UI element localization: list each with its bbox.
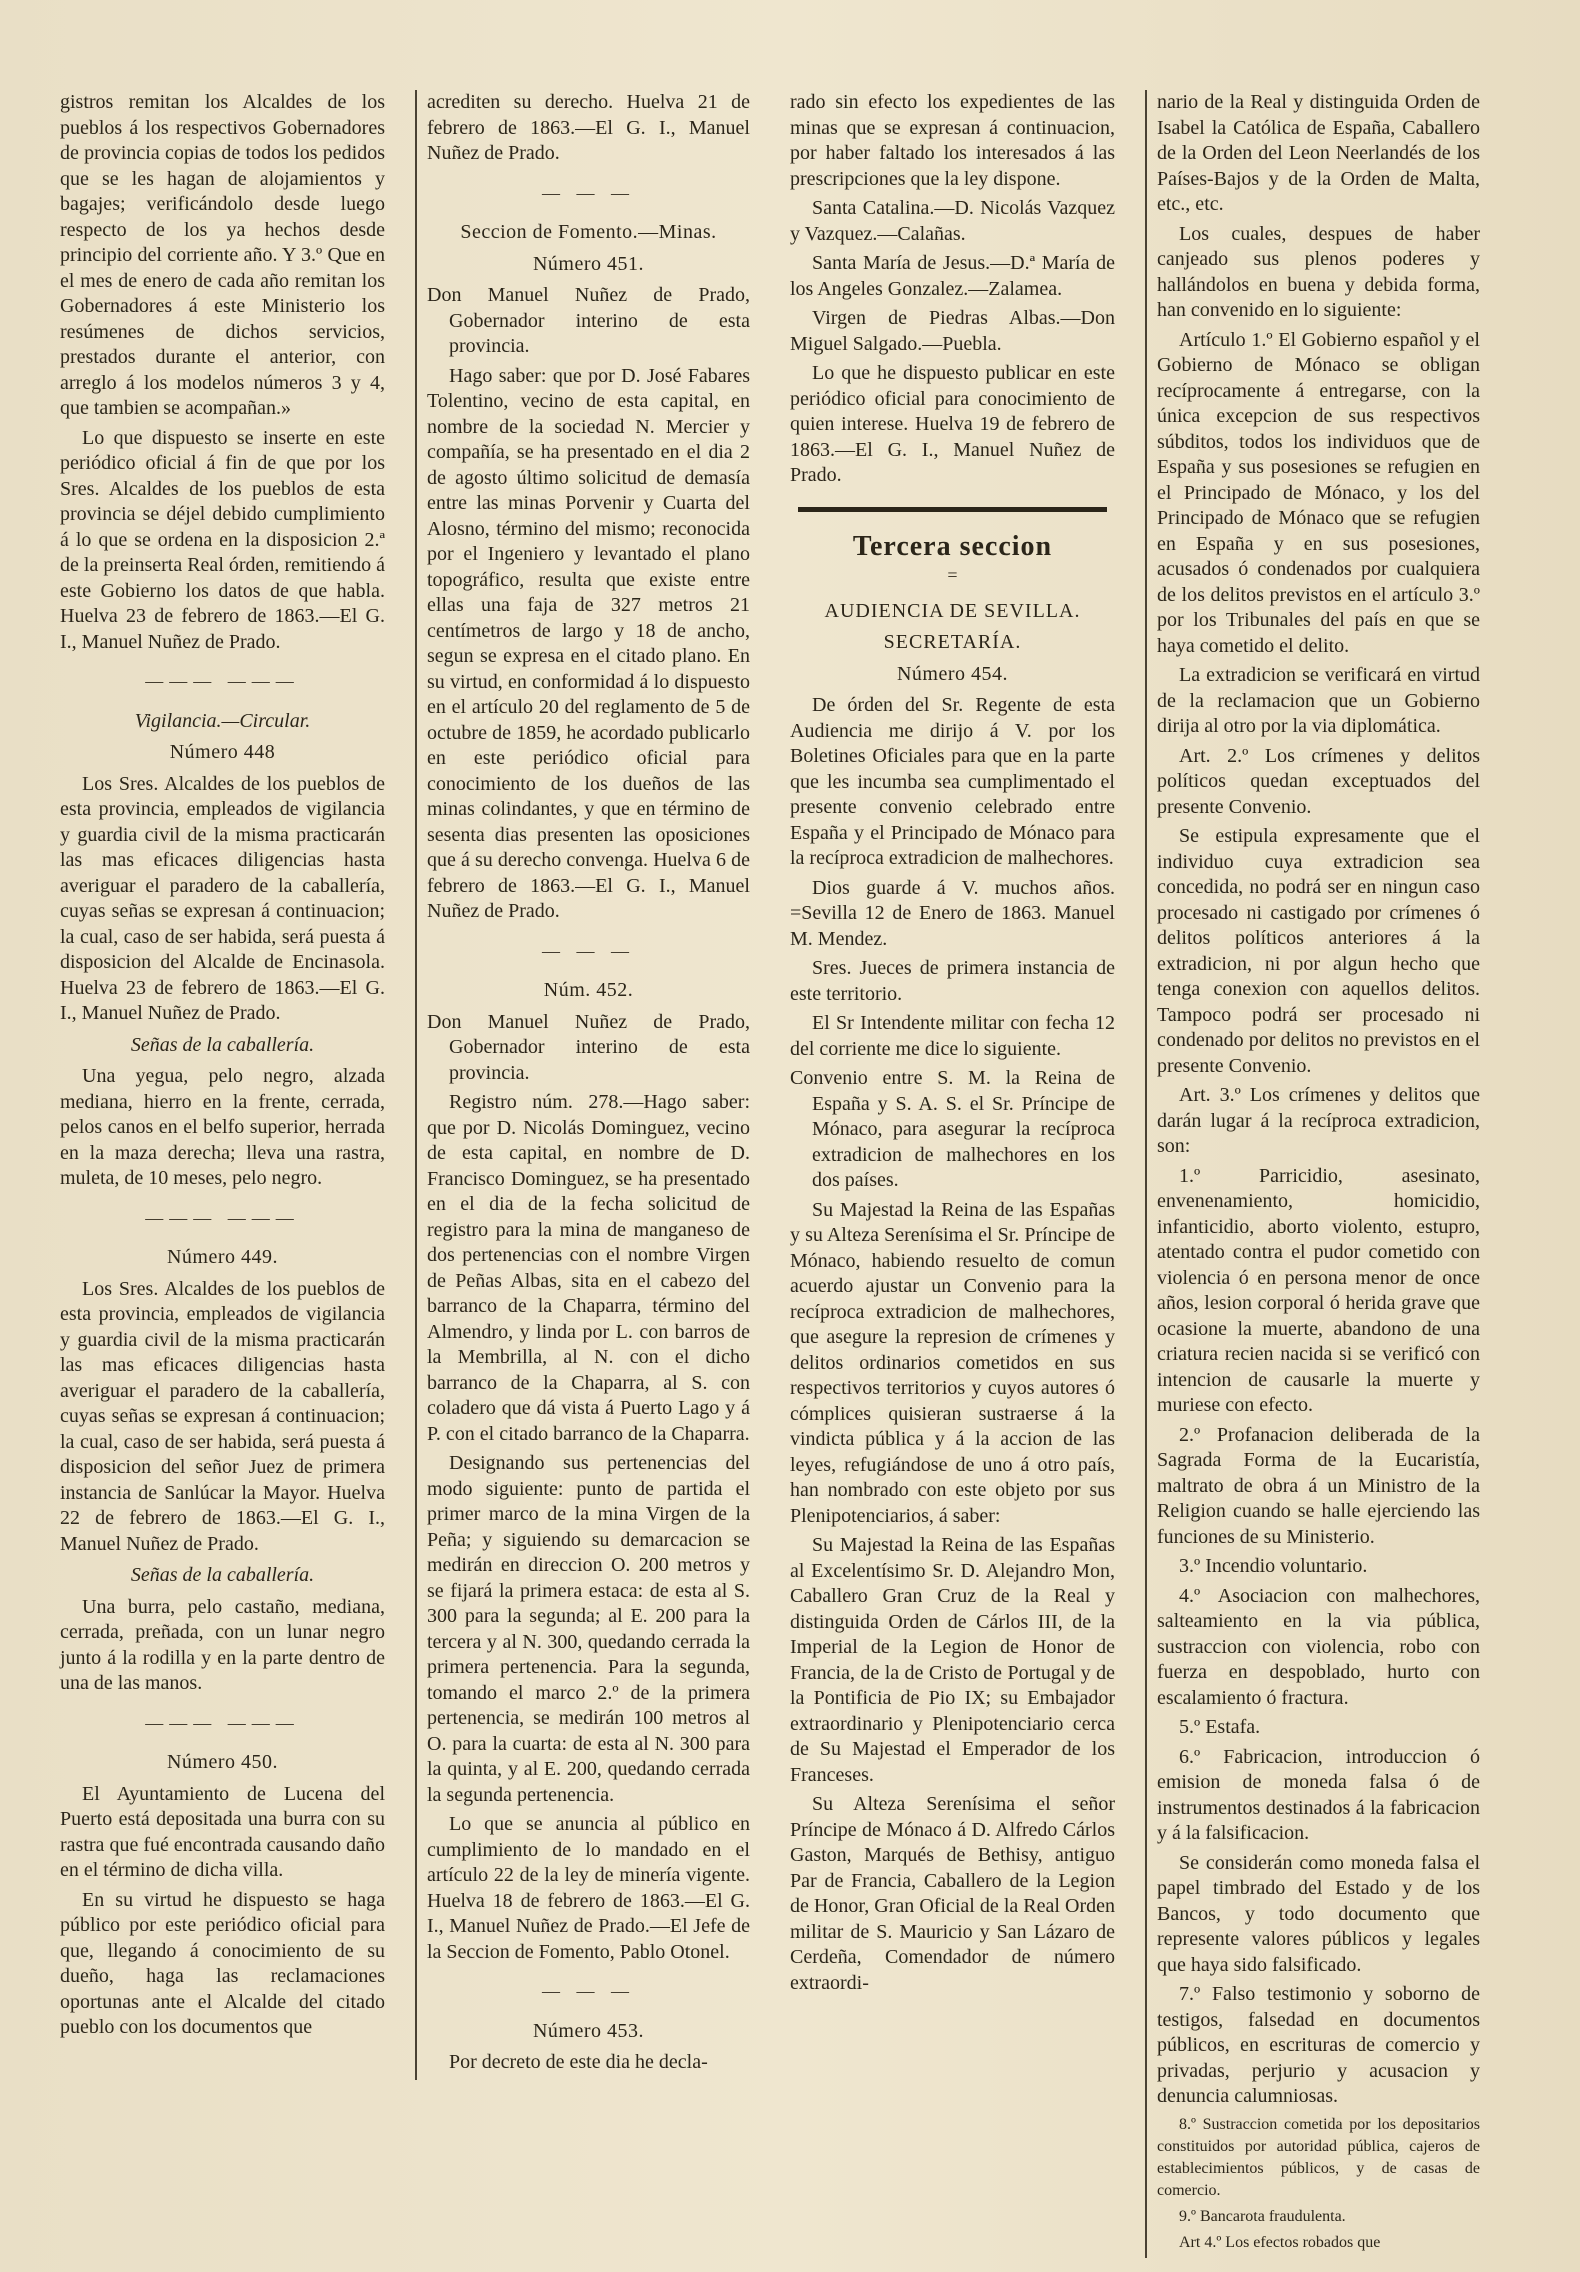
italic-heading: Señas de la caballería. <box>130 1564 315 1586</box>
paragraph: gistros remitan los Alcaldes de los pueblos á los respectivos Gobernadores de provincia copias de todos los pedidos que se les hagan de alojamientos y bagajes; verificándolo desde luego respecto de los ya hechos desde principio del corriente año. Y 3.º Que en el mes de enero de cada año remitan los Gobernadores á este Ministerio los resúmenes de dichos servicios, prestados durante el anterior, con arreglo á los modelos números 3 y 4, que tambien se acompañan.» <box>60 91 385 419</box>
paragraph-hanging: Don Manuel Nuñez de Prado, Gobernador interino de esta provincia. <box>427 284 750 357</box>
paragraph-hanging: Don Manuel Nuñez de Prado, Gobernador interino de esta provincia. <box>427 1010 750 1084</box>
section-number-heading: Número 448 <box>169 741 276 763</box>
section-number-heading: Número 453. <box>532 2019 645 2042</box>
column-2 <box>415 90 760 2080</box>
paragraph: 7.º Falso testimonio y soborno de testigos, falsedad en documentos públicos, en escrituras de comercio y privadas, perjurio y acusacion y denuncia calumniosas. <box>1157 1983 1480 2107</box>
paragraph: Su Alteza Serenísima el señor Príncipe de Mónaco á D. Alfredo Cárlos Gaston, Marqués de Bethisy, antiguo Par de Francia, Caballero de la Legion de Honor, Gran Oficial de la Real Orden militar de S. Mauricio y San Lázaro de Cerdeña, Comendador de número extraordi- <box>790 1793 1115 1994</box>
paragraph: Hago saber: que por D. José Fabares Tolentino, vecino de esta capital, en nombre de la sociedad N. Mercier y compañía, se ha presentado en el dia 2 de agosto último solicitud de demasía entre las minas Porvenir y Cuarta del Alosno, término del mismo; reconocida por el Ingeniero y levantado el plano topográfico, resulta que existe entre ellas una faja de 327 metros 21 centímetros de largo y 18 de ancho, segun se expresa en el citado plano. En su virtud, en conformidad á lo dispuesto en el artículo 20 del reglamento de 5 de octubre de 1859, he acordado publicarlo en este periódico oficial para conocimiento de los dueños de las minas colindantes, y que en término de sesenta dias presenten las oposiciones que á su derecho convenga. Huelva 6 de febrero de 1863.—El G. I., Manuel Nuñez de Prado. <box>427 364 750 922</box>
paragraph: Lo que he dispuesto publicar en este periódico oficial para conocimiento de quien interese. Huelva 19 de febrero de 1863.—El G. I., Manuel Nuñez de Prado. <box>790 362 1115 486</box>
separator: ——— ——— <box>145 671 300 691</box>
paragraph: 2.º Profanacion deliberada de la Sagrada Forma de la Eucaristía, maltrato de obra á un Ministro de la Religion cuando se halle ejerciendo las funciones de su Ministerio. <box>1157 1423 1480 1548</box>
paragraph: 6.º Fabricacion, introduccion ó emision de moneda falsa ó de instrumentos destinados á la fabricacion y á la falsificacion. <box>1157 1745 1480 1844</box>
paragraph: Designando sus pertenencias del modo siguiente: punto de partida el primer marco de la mina Virgen de la Peña; y siguiendo su demarcacion se medirán en direccion O. 200 metros y se fijará la primera estaca: de esta al S. 300 para la segunda; al E. 200 para la tercera y al N. 300, quedando cerrada la primera pertenencia. Para la segunda, tomando el marco 2.º de la primera pertenencia, se medirán 100 metros al O. para la cuarta: de esta al N. 300 para la quinta, y al E. 200, quedando cerrada la segunda pertenencia. <box>427 1452 750 1806</box>
paragraph: 5.º Estafa. <box>1179 1716 1261 1738</box>
section-number-heading: Número 450. <box>166 1751 279 1773</box>
paragraph: Se estipula expresamente que el individuo cuya extradicion sea concedida, no podrá ser en ningun caso procesado ni castigado por crímenes ó delitos políticos anteriores á la extradicion, ni por algun hecho que tenga conexion con aquellos delitos. Tampoco podrá ser procesado ni condenado por delitos no previstos en el presente Convenio. <box>1157 825 1480 1077</box>
paragraph: nario de la Real y distinguida Orden de Isabel la Católica de España, Caballero de la Orden del Leon Neerlandés de los Países-Bajos y de la Orden de Malta, etc., etc. <box>1157 91 1480 215</box>
italic-heading: Vigilancia.—Circular. <box>134 709 311 732</box>
paragraph: De órden del Sr. Regente de esta Audiencia me dirijo á V. por los Boletines Oficiales para que en la parte que les incumba sea cumplimentado el presente convenio celebrado entre España y el Principado de Mónaco para la recíproca extradicion de malhechores. <box>790 694 1115 869</box>
paragraph: Por decreto de este dia he decla- <box>449 2051 708 2073</box>
separator: — — — <box>542 182 635 203</box>
paragraph: Santa Catalina.—D. Nicolás Vazquez y Vazquez.—Calañas. <box>790 197 1115 245</box>
double-rule: = <box>947 565 958 585</box>
caps-heading: AUDIENCIA DE SEVILLA. <box>824 599 1081 622</box>
paragraph: Los Sres. Alcaldes de los pueblos de esta provincia, empleados de vigilancia y guardia civil de la misma practicarán las mas eficaces diligencias hasta averiguar el paradero de la caballería, cuyas señas se expresan á continuacion; la cual, caso de ser habida, será puesta á disposicion del Alcalde de Encinasola. Huelva 23 de febrero de 1863.—El G. I., Manuel Nuñez de Prado. <box>60 772 385 1024</box>
separator: — — — <box>542 940 635 961</box>
italic-heading: Señas de la caballería. <box>130 1033 315 1056</box>
paragraph: El Ayuntamiento de Lucena del Puerto está depositada una burra con su rastra que fué encontrada causando daño en el término de dicha villa. <box>60 1782 385 1881</box>
paragraph: Se considerán como moneda falsa el papel timbrado del Estado y de los Bancos, y todo documento que represente valores públicos y legales que haya sido falsificado. <box>1157 1851 1480 1976</box>
paragraph: 1.º Parricidio, asesinato, envenenamiento, homicidio, infanticidio, aborto violento, estupro, atentado contra el pudor cometido con violencia ó en persona menor de once años, lesion corporal ó herida grave que ocasione la muerte, abandono de una criatura recien nacida si se verificó con intencion de causarle la muerte y muriese con efecto. <box>1157 1164 1480 1416</box>
paragraph: Virgen de Piedras Albas.—Don Miguel Salgado.—Puebla. <box>790 307 1115 355</box>
section-number-heading: Número 451. <box>532 252 645 275</box>
paragraph: En su virtud he dispuesto se haga público por este periódico oficial para que, llegando á conocimiento de su dueño, haga las reclamaciones oportunas ante el Alcalde del citado pueblo con los documentos que <box>60 1888 385 2038</box>
paragraph: Una yegua, pelo negro, alzada mediana, hierro en la frente, cerrada, pelos canos en el belfo superior, herrada en la maza derecha; lleva una rastra, muleta, de 10 meses, pelo negro. <box>60 1065 385 1189</box>
section-number-heading: Número 454. <box>896 662 1009 685</box>
separator: — — — <box>542 1981 635 2001</box>
paragraph: El Sr Intendente militar con fecha 12 del corriente me dice lo siguiente. <box>790 1012 1115 1060</box>
paragraph-small: 9.º Bancarota fraudulenta. <box>1179 2207 1346 2225</box>
paragraph: Artículo 1.º El Gobierno español y el Gobierno de Mónaco se obligan recíprocamente á entregarse, con la única excepcion de sus respectivos súbditos, todos los individuos que de España y sus posesiones se refugien en el Principado de Mónaco, y los del Principado de Mónaco que se refugien en España y en sus posesiones, acusados ó condenados por cualquiera de los delitos previstos en el artículo 3.º por los Tribunales del país en que se haya cometido el delito. <box>1157 328 1480 657</box>
section-title: Tercera seccion <box>852 530 1053 562</box>
paragraph: rado sin efecto los expedientes de las minas que se expresan á continuacion, por haber faltado los interesados á las prescripciones que la ley dispone. <box>790 91 1115 190</box>
paragraph-hanging: Convenio entre S. M. la Reina de España y S. A. S. el Sr. Príncipe de Mónaco, para asegurar la recíproca extradicion de malhechores en los dos países. <box>790 1067 1115 1191</box>
separator: ——— ——— <box>145 1207 300 1228</box>
paragraph: Sres. Jueces de primera instancia de este territorio. <box>790 957 1115 1005</box>
paragraph: La extradicion se verificará en virtud de la reclamacion que un Gobierno dirija al otro por la via diplomática. <box>1157 664 1480 737</box>
paragraph: Lo que se anuncia al público en cumplimiento de lo mandado en el artículo 22 de la ley de minería vigente. Huelva 18 de febrero de 1863.—El G. I., Manuel Nuñez de Prado.—El Jefe de la Seccion de Fomento, Pablo Otonel. <box>427 1813 750 1963</box>
paragraph-small: Art 4.º Los efectos robados que <box>1179 2233 1381 2251</box>
column-1 <box>50 90 395 2045</box>
section-number-heading: Núm. 452. <box>543 979 634 1001</box>
column-4 <box>1145 90 1490 2258</box>
paragraph: 4.º Asociacion con malhechores, salteamiento en la via pública, sustraccion con violencia, robo con fuerza en despoblado, hurto con escalamiento ó fractura. <box>1157 1584 1480 1709</box>
paragraph: Su Majestad la Reina de las Españas y su Alteza Serenísima el Sr. Príncipe de Mónaco, habiendo resuelto de comun acuerdo ajustar un Convenio para la recíproca extradicion de malhechores, que asegure la represion de crímenes y delitos ordinarios cometidos en sus respectivos territorios y cuyos autores ó cómplices quisieran sustraerse á la vindicta pública y á la accion de las leyes, refugiándose de uno á otro país, han nombrado con este objeto por sus Plenipotenciarios, á saber: <box>790 1198 1115 1527</box>
section-number-heading: Seccion de Fomento.—Minas. <box>460 221 717 243</box>
paragraph: 3.º Incendio voluntario. <box>1179 1555 1368 1577</box>
paragraph: acrediten su derecho. Huelva 21 de febrero de 1863.—El G. I., Manuel Nuñez de Prado. <box>427 91 750 164</box>
paragraph: Los Sres. Alcaldes de los pueblos de esta provincia, empleados de vigilancia y guardia civil de la misma practicarán las mas eficaces diligencias hasta averiguar el paradero de la caballería, cuyas señas se expresan á continuacion; la cual, caso de ser habida, será puesta á disposicion del señor Juez de primera instancia de Sanlúcar la Mayor. Huelva 22 de febrero de 1863.—El G. I., Manuel Nuñez de Prado. <box>60 1277 385 1555</box>
paragraph-small: 8.º Sustraccion cometida por los depositarios constituidos por autoridad pública, cajeros de establecimientos públicos, y de casas de comercio. <box>1157 2115 1480 2199</box>
thick-rule <box>798 507 1107 512</box>
columns <box>50 90 1558 2258</box>
paragraph: Los cuales, despues de haber canjeado sus plenos poderes y hallándolos en buena y debida forma, han convenido en lo siguiente: <box>1157 222 1480 321</box>
paragraph: Dios guarde á V. muchos años. =Sevilla 12 de Enero de 1863. Manuel M. Mendez. <box>790 876 1115 950</box>
paragraph: Su Majestad la Reina de las Españas al Excelentísimo Sr. D. Alejandro Mon, Caballero Gran Cruz de la Real y distinguida Orden de Cárlos III, de la Imperial de la Legion de Honor de Francia, de la de Cristo de Portugal y de la Pontificia de Pio IX; su Embajador extraordinario y Plenipotenciario cerca de Su Majestad el Emperador de los Franceses. <box>790 1534 1115 1786</box>
paragraph: Registro núm. 278.—Hago saber: que por D. Nicolás Dominguez, vecino de esta capital, en nombre de D. Francisco Dominguez, se ha presentado en el dia de la fecha solicitud de registro para la mina de manganeso de dos pertenencias con el nombre Virgen de Peñas Albas, sita en el cabezo del barranco de la Chaparra, término del Almendro, y linda por L. con barros de la Membrilla, al N. con el dicho barranco de la Chaparra, al S. con coladero que dá vista á Puerto Lago y á P. con el citado barranco de la Chaparra. <box>427 1091 750 1445</box>
paragraph: Santa María de Jesus.—D.ª María de los Angeles Gonzalez.—Zalamea. <box>790 252 1115 300</box>
paragraph: Una burra, pelo castaño, mediana, cerrada, preñada, con un lunar negro junto á la rodilla y en la parte dentro de una de las manos. <box>60 1595 385 1694</box>
column-3 <box>780 90 1125 2000</box>
paragraph: Lo que dispuesto se inserte en este periódico oficial á fin de que por los Sres. Alcaldes de los pueblos de esta provincia se déjel debido cumplimiento á lo que se ordena en la disposicion 2.ª de la preinserta Real órden, remitiendo á este Gobierno los datos de que habla. Huelva 23 de febrero de 1863.—El G. I., Manuel Nuñez de Prado. <box>60 426 385 653</box>
paragraph: Art. 3.º Los crímenes y delitos que darán lugar á la recíproca extradicion, son: <box>1157 1084 1480 1157</box>
paragraph: Art. 2.º Los crímenes y delitos políticos quedan exceptuados del presente Convenio. <box>1157 744 1480 818</box>
separator: ——— ——— <box>145 1712 300 1733</box>
section-number-heading: Número 449. <box>166 1246 279 1268</box>
caps-heading: SECRETARÍA. <box>883 631 1022 653</box>
